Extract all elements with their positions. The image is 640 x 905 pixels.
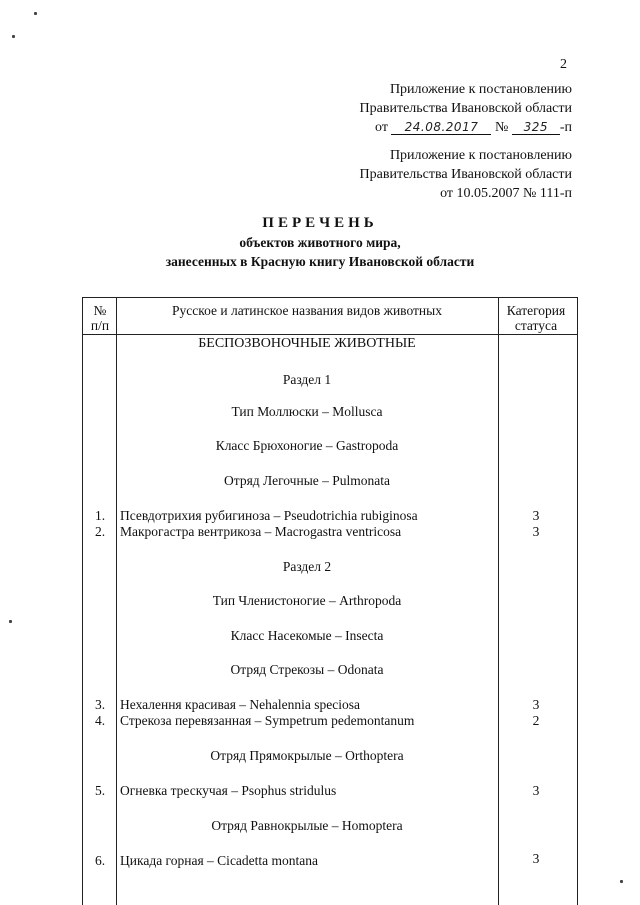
title-main: ПЕРЕЧЕНЬ	[262, 215, 378, 231]
taxon-order: Отряд Прямокрылые – Orthoptera	[210, 748, 404, 763]
row-species: Нехалення красивая – Nehalennia speciosa	[120, 697, 361, 712]
appendix-header-old	[360, 146, 572, 203]
row-category: 3	[532, 697, 540, 712]
header-num: № п/п	[90, 303, 110, 333]
appendix-old-line2: Правительства Ивановской области	[359, 167, 572, 182]
title-sub1: объектов животного мира,	[239, 235, 401, 250]
scan-speck	[620, 880, 623, 883]
row-species: Псевдотрихия рубигиноза – Pseudotrichia rubiginosa	[120, 508, 418, 523]
scan-speck	[12, 35, 15, 38]
row-category: 2	[532, 713, 540, 728]
taxon-order: Отряд Равнокрылые – Homoptera	[211, 818, 403, 833]
row-num: 3.	[94, 697, 106, 712]
appendix-header-new	[360, 80, 572, 137]
row-num: 4.	[94, 713, 106, 728]
handwritten-date: 24.08.2017	[391, 120, 491, 135]
table-col-divider-2	[498, 297, 499, 905]
taxon-order: Отряд Легочные – Pulmonata	[224, 473, 390, 488]
row-num: 6.	[94, 853, 106, 868]
title-sub2: занесенных в Красную книгу Ивановской области	[165, 254, 475, 269]
section-title: Раздел 1	[282, 372, 332, 387]
taxon-order: Отряд Стрекозы – Odonata	[230, 662, 384, 677]
taxon-class: Класс Насекомые – Insecta	[230, 628, 384, 643]
row-species: Стрекоза перевязанная – Sympetrum pedemontanum	[120, 713, 415, 728]
appendix-old-line3: от 10.05.2007 № 111-п	[440, 186, 572, 201]
section-title: Раздел 2	[282, 559, 332, 574]
row-num: 1.	[94, 508, 106, 523]
table-border-right	[577, 297, 578, 905]
taxon-type: Тип Моллюски – Mollusca	[231, 404, 383, 419]
row-category: 3	[532, 508, 540, 523]
row-category: 3	[532, 524, 540, 539]
appendix-old-line1: Приложение к постановлению	[389, 148, 572, 163]
row-species: Огневка трескучая – Psophus stridulus	[120, 783, 337, 798]
header-name: Русское и латинское названия видов животных	[172, 303, 442, 318]
handwritten-number: 325	[512, 120, 560, 135]
row-species: Макрогастра вентрикоза – Macrogastra ventricosa	[120, 524, 402, 539]
appendix-new-line2: Правительства Ивановской области	[359, 101, 572, 116]
taxon-class: Класс Брюхоногие – Gastropoda	[215, 438, 399, 453]
group-title: БЕСПОЗВОНОЧНЫЕ ЖИВОТНЫЕ	[198, 336, 416, 351]
row-species: Цикада горная – Cicadetta montana	[120, 853, 319, 868]
taxon-type: Тип Членистоногие – Arthropoda	[212, 593, 402, 608]
table-header-divider	[82, 334, 578, 335]
row-num: 5.	[94, 783, 106, 798]
row-num: 2.	[94, 524, 106, 539]
scan-speck	[9, 620, 12, 623]
header-category: Категория статуса	[506, 303, 566, 333]
document-title	[0, 214, 640, 271]
row-category: 3	[532, 851, 540, 866]
scan-speck	[34, 12, 37, 15]
row-category: 3	[532, 783, 540, 798]
page-number: 2	[560, 57, 567, 72]
appendix-new-line3: от 24.08.2017 № 325 -п	[375, 120, 572, 135]
table-border-left	[82, 297, 83, 905]
table-border-top	[82, 297, 578, 298]
appendix-new-line1: Приложение к постановлению	[389, 82, 572, 97]
